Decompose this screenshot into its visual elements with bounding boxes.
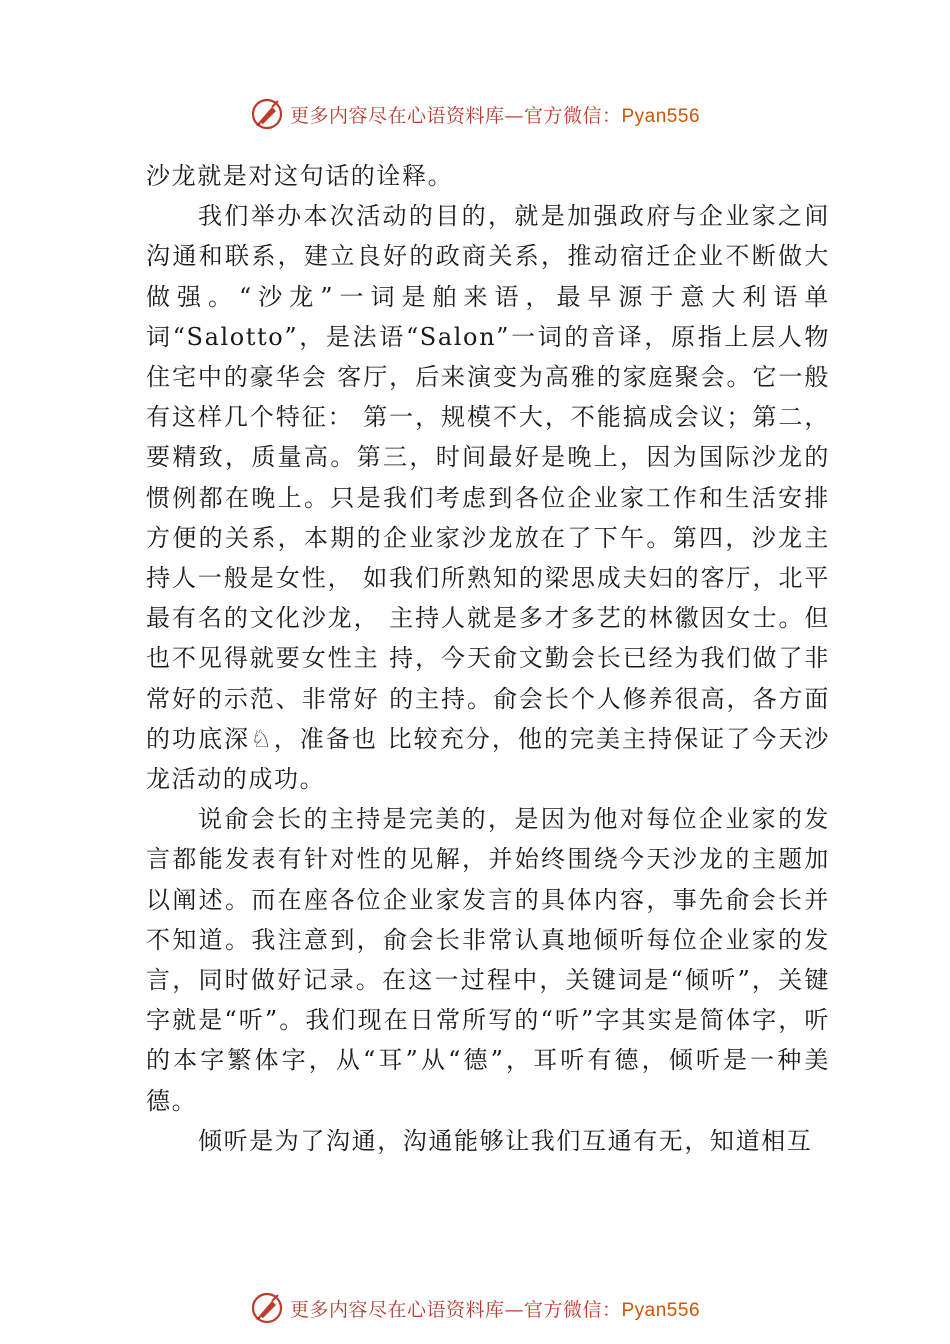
paragraph-3: 说俞会长的主持是完美的，是因为他对每位企业家的发言都能发表有针对性的见解，并始终围绕今天沙龙的主题加以阐述。而在座各位企业家发言的具体内容，事先俞会长并不知道。我注意到，俞会长非常认真地倾听每位企业家的发言，同时做好记录。在这一过程中，关键词是“倾听”，关键字就是“听”。我们现在日常所写的“听”字其实是简体字，听的本字繁体字，从“耳”从“德”，耳听有德，倾听是一种美德。 (146, 805, 830, 1115)
pen-nib-logo-icon (250, 1291, 284, 1325)
footer-watermark (0, 1288, 950, 1328)
paragraph-1: 沙龙就是对这句话的诠释。 (146, 162, 454, 190)
pen-nib-logo-icon (250, 97, 284, 131)
paragraph-2: 我们举办本次活动的目的，就是加强政府与企业家之间沟通和联系，建立良好的政商关系，推动宿迁企业不断做大做强。“沙龙”一词是舶来语，最早源于意大利语单词“Salotto”，是法语“Salon”一词的音译，原指上层人物住宅中的豪华会 客厅，后来演变为高雅的家庭聚会。它一般有这样几个特征： 第一，规模不大，不能搞成会议；第二，要精致，质量高。第三，时间最好是晚上，因为国际沙龙的惯例都在晚上。只是我们考虑到各位企业家工作和生活安排方便的关系，本期的企业家沙龙放在了下午。第四，沙龙主持人一般是女性， 如我们所熟知的梁思成夫妇的客厅，北平最有名的文化沙龙， 主持人就是多才多艺的林徽因女士。但也不见得就要女性主 持，今天俞文勤会长已经为我们做了非常好的示范、非常好 的主持。俞会长个人修养很高，各方面的功底深♘，准备也 比较充分，他的完美主持保证了今天沙龙活动的成功。 (146, 202, 830, 794)
watermark-text: 更多内容尽在心语资料库—官方微信：Pyan556 (289, 104, 701, 127)
watermark-text: 更多内容尽在心语资料库—官方微信：Pyan556 (289, 1298, 701, 1321)
paragraph-4: 倾听是为了沟通，沟通能够让我们互通有无，知道相互 (198, 1126, 813, 1155)
header-watermark (0, 94, 950, 134)
document-body (146, 156, 830, 1161)
